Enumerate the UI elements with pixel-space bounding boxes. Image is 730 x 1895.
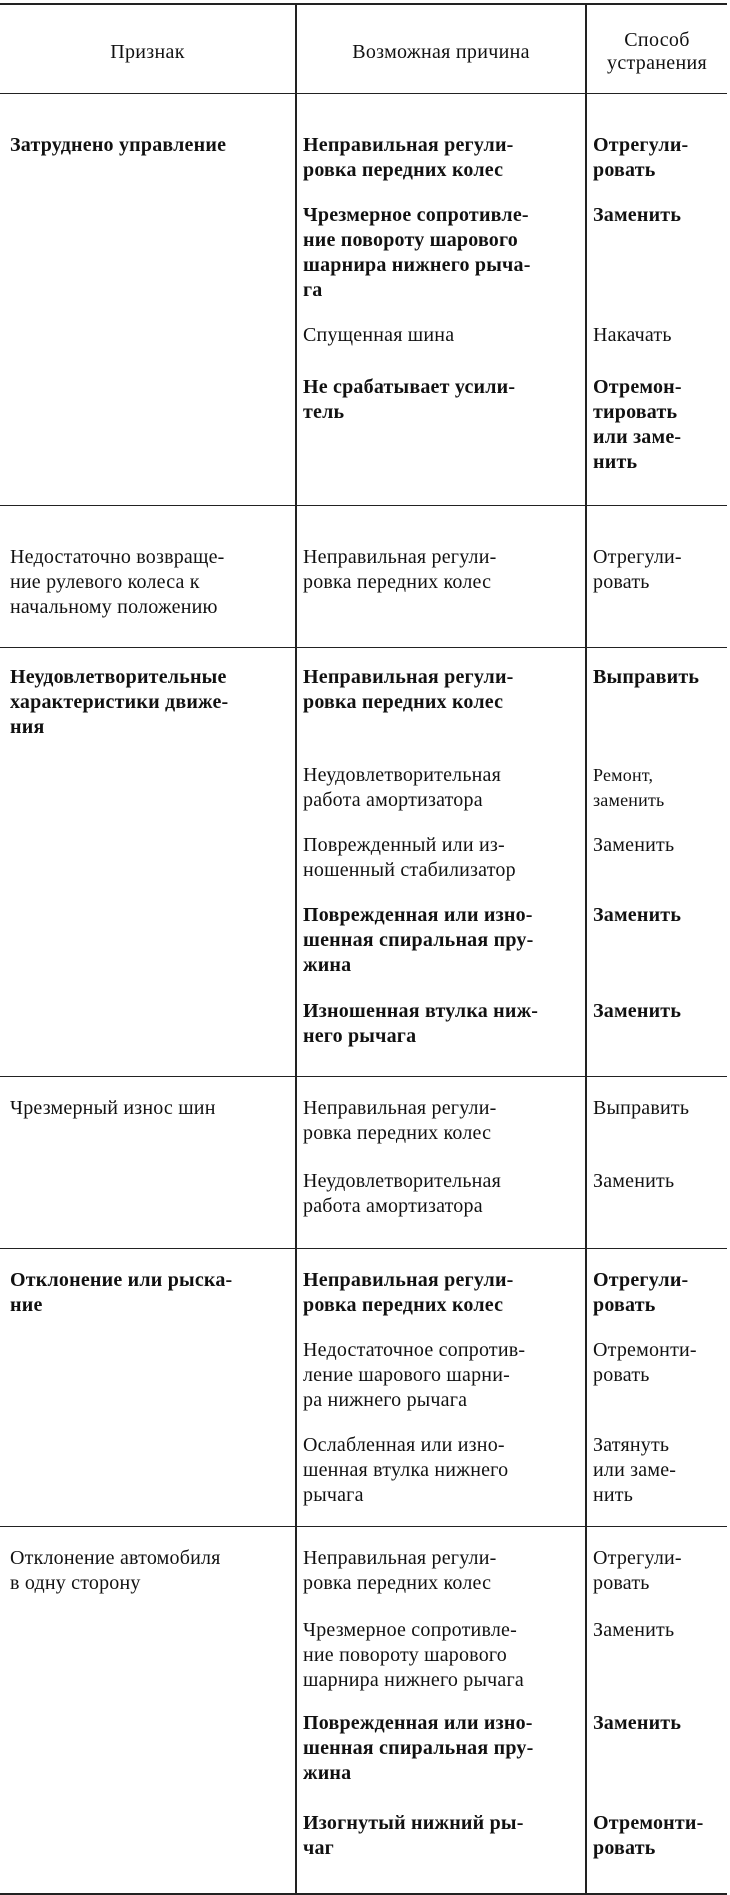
group-rule-4 bbox=[0, 1248, 727, 1249]
text-line: ния bbox=[10, 716, 45, 738]
text-line: характеристики движе- bbox=[10, 691, 229, 713]
symptom-cell bbox=[10, 665, 294, 740]
text-line: Накачать bbox=[593, 324, 672, 346]
text-line: ровать bbox=[593, 1837, 656, 1859]
group-rule-2 bbox=[0, 647, 727, 648]
remedy-cell bbox=[593, 1711, 723, 1736]
text-line: шарнира нижнего рычага bbox=[303, 1669, 524, 1691]
header-symptom: Признак bbox=[110, 41, 185, 63]
cause-cell bbox=[303, 1711, 593, 1786]
text-line: Неправильная регули- bbox=[303, 1097, 497, 1119]
text-line: Чрезмерное сопротивле- bbox=[303, 1619, 517, 1641]
cause-cell bbox=[303, 1546, 593, 1596]
text-line: ровать bbox=[593, 1572, 650, 1594]
text-line: чаг bbox=[303, 1837, 334, 1859]
symptom-cell bbox=[10, 1546, 294, 1596]
text-line: ние bbox=[10, 1294, 43, 1316]
cause-cell bbox=[303, 1169, 593, 1219]
text-line: ровка передних колес bbox=[303, 1122, 492, 1144]
remedy-cell bbox=[593, 1169, 723, 1194]
cause-cell bbox=[303, 375, 593, 425]
text-line: него рычага bbox=[303, 1025, 417, 1047]
text-line: Недостаточно возвраще- bbox=[10, 546, 225, 568]
cause-cell bbox=[303, 763, 593, 813]
text-line: жина bbox=[303, 1762, 352, 1784]
text-line: Заменить bbox=[593, 1619, 675, 1641]
text-line: ние повороту шарового bbox=[303, 1644, 507, 1666]
remedy-cell bbox=[593, 665, 723, 690]
text-line: тель bbox=[303, 401, 345, 423]
text-line: ровка передних колес bbox=[303, 1572, 492, 1594]
cause-cell bbox=[303, 833, 593, 883]
remedy-cell bbox=[593, 1338, 723, 1388]
text-line: Изогнутый нижний ры- bbox=[303, 1812, 524, 1834]
text-line: Не срабатывает усили- bbox=[303, 376, 516, 398]
text-line: Ремонт, bbox=[593, 765, 654, 785]
remedy-cell bbox=[593, 1433, 723, 1508]
text-line: шенная спиральная пру- bbox=[303, 1737, 534, 1759]
text-line: Чрезмерное сопротивле- bbox=[303, 204, 529, 226]
text-line: Поврежденная или изно- bbox=[303, 1712, 533, 1734]
remedy-cell bbox=[593, 323, 723, 348]
group-rule-5 bbox=[0, 1526, 727, 1527]
cause-cell bbox=[303, 1811, 593, 1861]
text-line: Отремонти- bbox=[593, 1812, 704, 1834]
text-line: Отремон- bbox=[593, 376, 682, 398]
column-divider-1 bbox=[295, 5, 297, 1893]
text-line: шарнира нижнего рыча- bbox=[303, 254, 531, 276]
text-line: Выправить bbox=[593, 666, 700, 688]
text-line: ровка передних колес bbox=[303, 159, 504, 181]
text-line: ровка передних колес bbox=[303, 691, 504, 713]
header-rule bbox=[0, 93, 727, 94]
cause-cell bbox=[303, 133, 593, 183]
remedy-cell bbox=[593, 999, 723, 1024]
text-line: Затруднено управление bbox=[10, 134, 227, 156]
text-line: Выправить bbox=[593, 1097, 690, 1119]
text-line: или заме- bbox=[593, 426, 682, 448]
symptom-cell bbox=[10, 133, 294, 158]
text-line: ние рулевого колеса к bbox=[10, 571, 200, 593]
text-line: ровать bbox=[593, 1294, 656, 1316]
text-line: ра нижнего рычага bbox=[303, 1389, 468, 1411]
text-line: ровать bbox=[593, 571, 650, 593]
header-remedy-line-2: устранения bbox=[607, 52, 707, 74]
text-line: Недостаточное сопротив- bbox=[303, 1339, 526, 1361]
cause-cell bbox=[303, 903, 593, 978]
text-line: работа амортизатора bbox=[303, 1195, 483, 1217]
cause-cell bbox=[303, 1618, 593, 1693]
text-line: нить bbox=[593, 1484, 634, 1506]
text-line: Ослабленная или изно- bbox=[303, 1434, 505, 1456]
text-line: Отрегули- bbox=[593, 1547, 682, 1569]
symptom-cell bbox=[10, 1268, 294, 1318]
cause-cell bbox=[303, 203, 593, 303]
remedy-cell bbox=[593, 903, 723, 928]
text-line: Отклонение автомобиля bbox=[10, 1547, 221, 1569]
text-line: Отрегули- bbox=[593, 1269, 689, 1291]
text-line: ровка передних колес bbox=[303, 1294, 504, 1316]
text-line: Поврежденный или из- bbox=[303, 834, 505, 856]
text-line: ровка передних колес bbox=[303, 571, 492, 593]
cause-cell bbox=[303, 1338, 593, 1413]
text-line: га bbox=[303, 279, 323, 301]
text-line: Неправильная регули- bbox=[303, 666, 514, 688]
text-line: Неудовлетворительные bbox=[10, 666, 227, 688]
text-line: Поврежденная или изно- bbox=[303, 904, 533, 926]
text-line: жина bbox=[303, 954, 352, 976]
text-line: Заменить bbox=[593, 1712, 682, 1734]
cause-cell bbox=[303, 665, 593, 715]
text-line: Заменить bbox=[593, 904, 682, 926]
text-line: нить bbox=[593, 451, 638, 473]
text-line: ровать bbox=[593, 159, 656, 181]
header-remedy bbox=[587, 29, 727, 75]
remedy-cell bbox=[593, 1096, 723, 1121]
remedy-cell bbox=[593, 203, 723, 228]
text-line: Заменить bbox=[593, 1170, 675, 1192]
remedy-cell bbox=[593, 375, 723, 475]
text-line: Неправильная регули- bbox=[303, 134, 514, 156]
text-line: ление шарового шарни- bbox=[303, 1364, 510, 1386]
text-line: Неправильная регули- bbox=[303, 546, 497, 568]
remedy-cell bbox=[593, 133, 723, 183]
cause-cell bbox=[303, 1096, 593, 1146]
remedy-cell bbox=[593, 763, 723, 813]
text-line: Изношенная втулка ниж- bbox=[303, 1000, 539, 1022]
text-line: Неправильная регули- bbox=[303, 1547, 497, 1569]
remedy-cell bbox=[593, 1546, 723, 1596]
cause-cell bbox=[303, 999, 593, 1049]
group-rule-3 bbox=[0, 1076, 727, 1077]
remedy-cell bbox=[593, 1618, 723, 1643]
text-line: в одну сторону bbox=[10, 1572, 141, 1594]
cause-cell bbox=[303, 323, 593, 348]
symptom-cell bbox=[10, 1096, 294, 1121]
text-line: рычага bbox=[303, 1484, 364, 1506]
text-line: Заменить bbox=[593, 834, 675, 856]
remedy-cell bbox=[593, 1811, 723, 1861]
header-remedy-line-1: Способ bbox=[624, 29, 690, 51]
text-line: ние повороту шарового bbox=[303, 229, 518, 251]
text-line: ношенный стабилизатор bbox=[303, 859, 516, 881]
cause-cell bbox=[303, 1268, 593, 1318]
header-cause: Возможная причина bbox=[352, 41, 530, 63]
text-line: начальному положению bbox=[10, 596, 218, 618]
text-line: Затянуть bbox=[593, 1434, 670, 1456]
remedy-cell bbox=[593, 1268, 723, 1318]
text-line: или заме- bbox=[593, 1459, 677, 1481]
text-line: шенная втулка нижнего bbox=[303, 1459, 509, 1481]
text-line: Неудовлетворительная bbox=[303, 764, 502, 786]
cause-cell bbox=[303, 545, 593, 595]
text-line: работа амортизатора bbox=[303, 789, 483, 811]
text-line: Отрегули- bbox=[593, 546, 682, 568]
text-line: Отрегули- bbox=[593, 134, 689, 156]
troubleshooting-table bbox=[0, 3, 727, 1895]
text-line: Неправильная регули- bbox=[303, 1269, 514, 1291]
text-line: Неудовлетворительная bbox=[303, 1170, 502, 1192]
text-line: Заменить bbox=[593, 204, 682, 226]
remedy-cell bbox=[593, 545, 723, 595]
group-rule-1 bbox=[0, 505, 727, 506]
symptom-cell bbox=[10, 545, 294, 620]
text-line: шенная спиральная пру- bbox=[303, 929, 534, 951]
text-line: Спущенная шина bbox=[303, 324, 455, 346]
text-line: тировать bbox=[593, 401, 678, 423]
text-line: Заменить bbox=[593, 1000, 682, 1022]
cause-cell bbox=[303, 1433, 593, 1508]
text-line: Отремонти- bbox=[593, 1339, 697, 1361]
text-line: ровать bbox=[593, 1364, 650, 1386]
text-line: Отклонение или рыска- bbox=[10, 1269, 233, 1291]
text-line: Чрезмерный износ шин bbox=[10, 1097, 216, 1119]
text-line: заменить bbox=[593, 790, 665, 810]
remedy-cell bbox=[593, 833, 723, 858]
